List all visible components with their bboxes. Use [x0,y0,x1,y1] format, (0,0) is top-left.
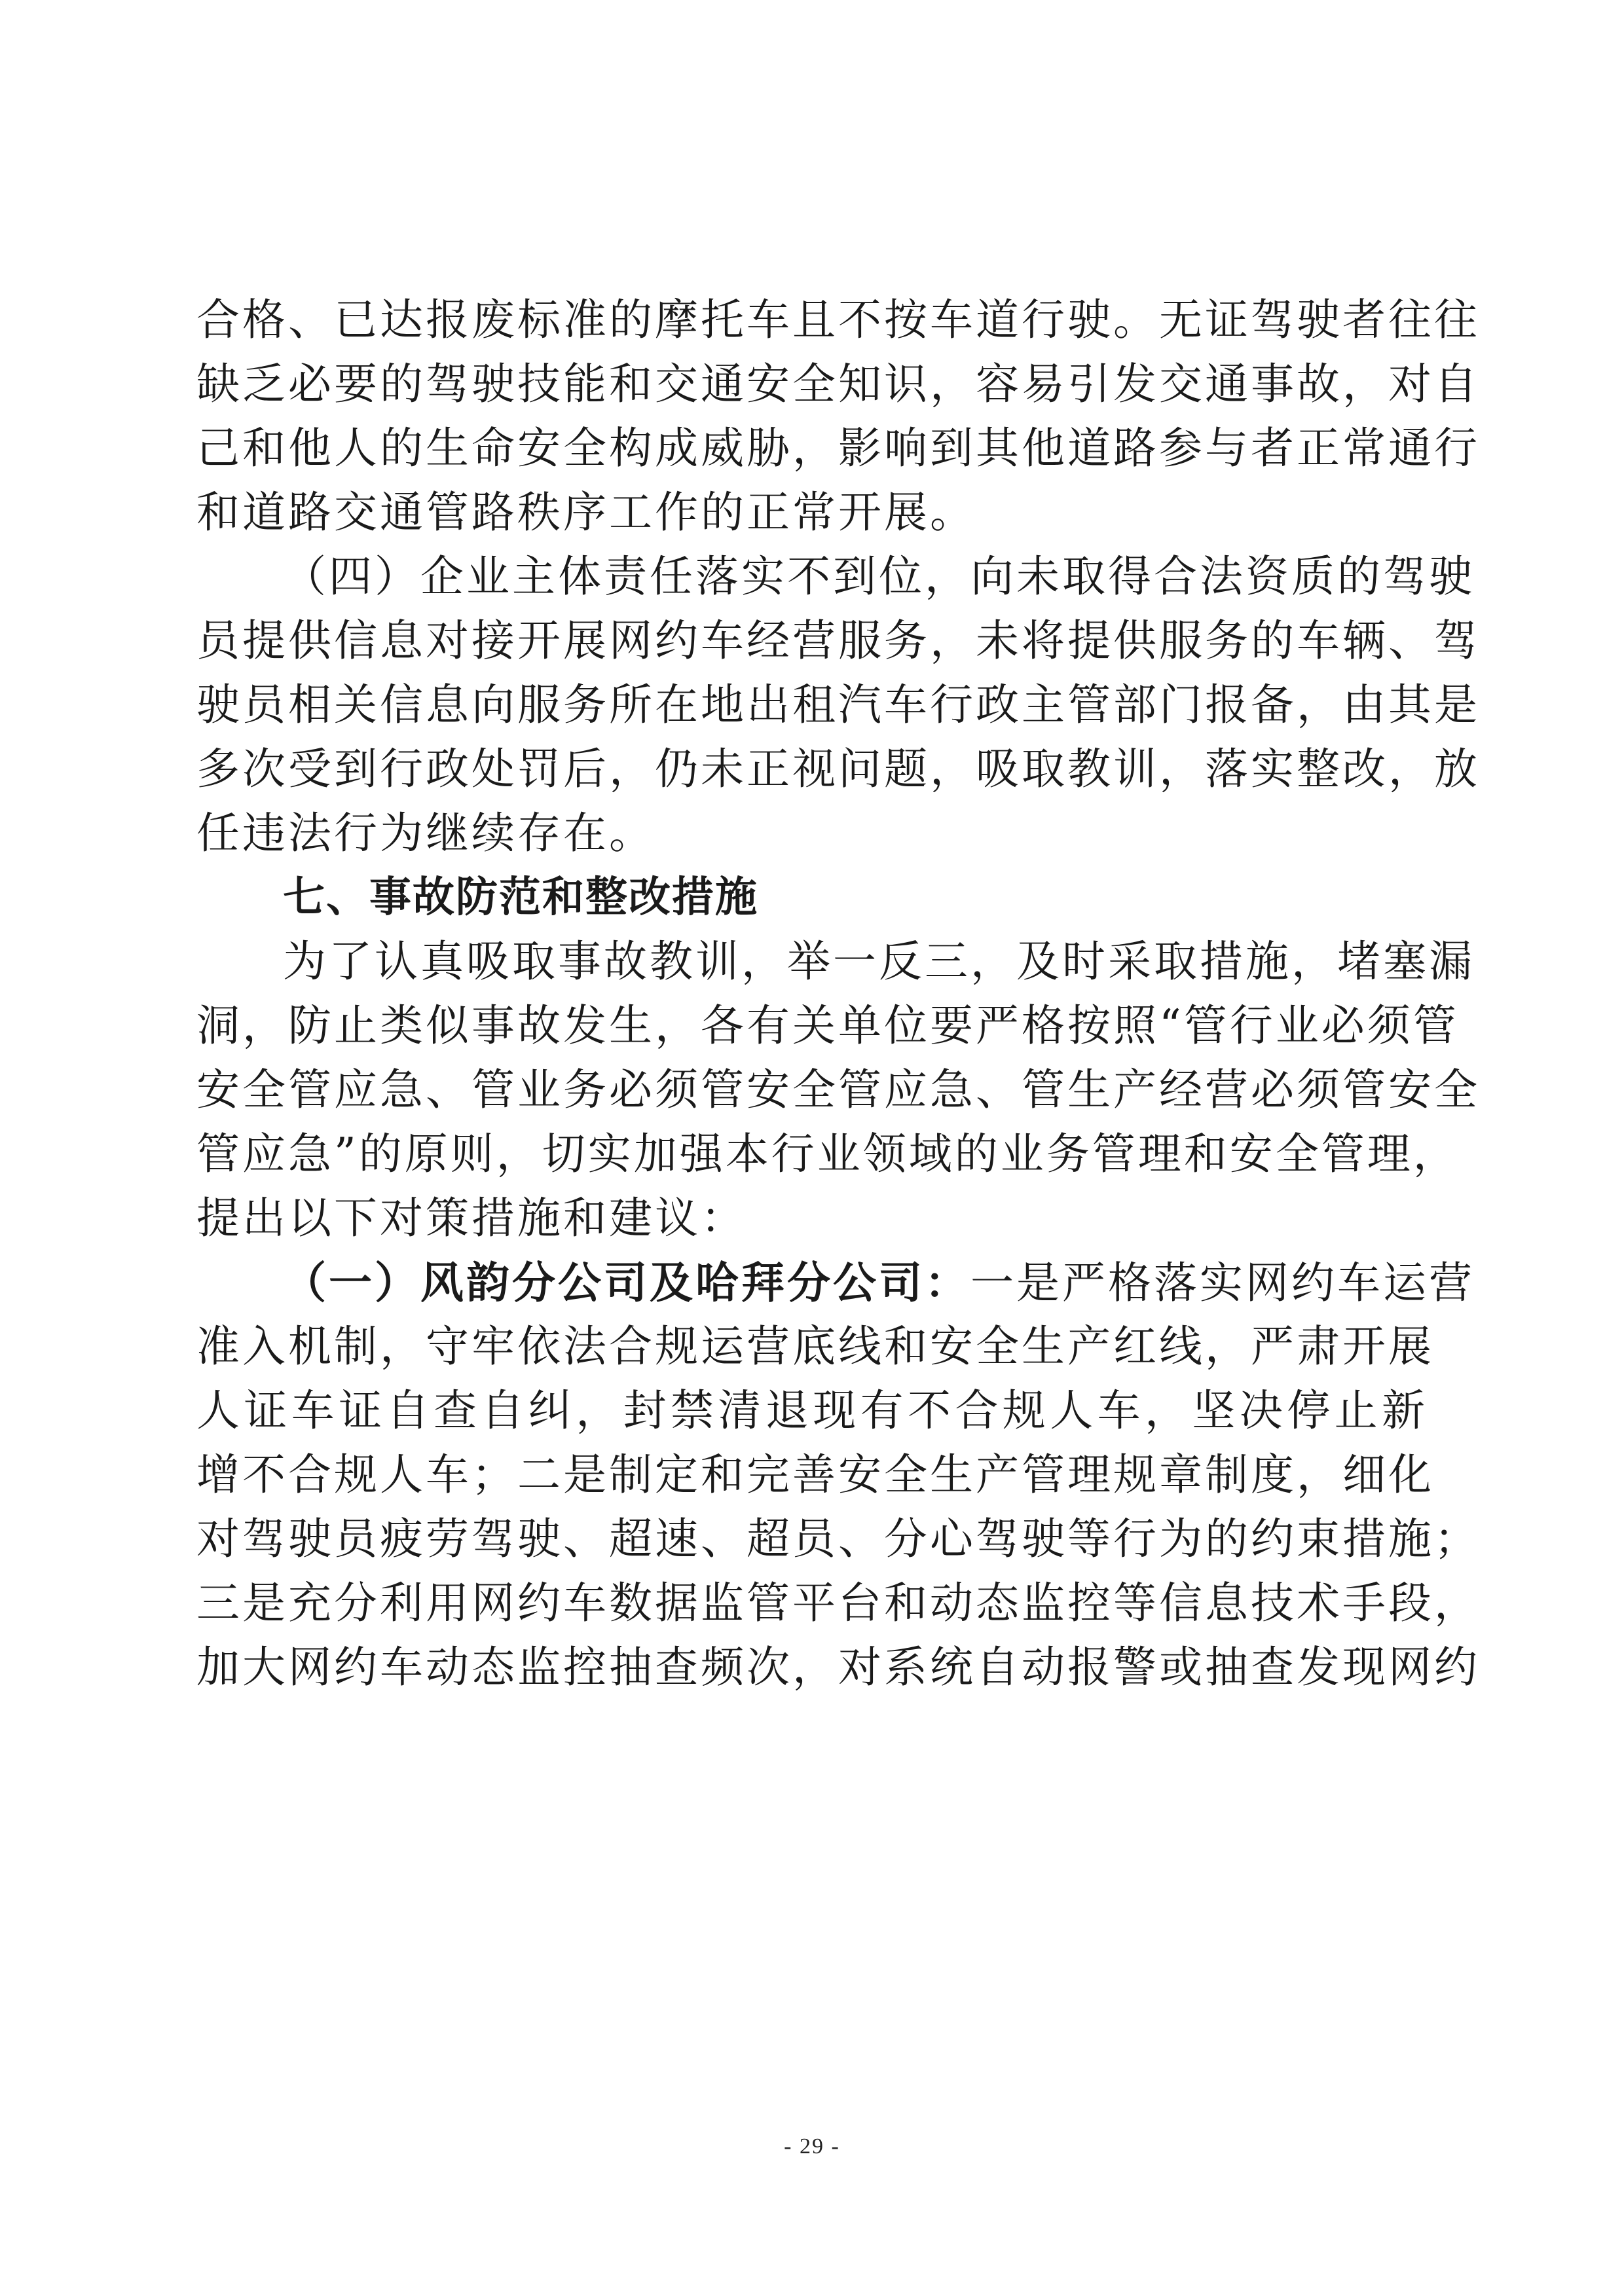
paragraph-line: 人证车证自查自纠，封禁清退现有不合规人车，坚决停止新 [196,1385,1428,1436]
paragraph-line: 管应急”的原则，切实加强本行业领域的业务管理和安全管理， [196,1129,1459,1179]
paragraph-line: 合格、已达报废标准的摩托车且不按车道行驶。无证驾驶者往往 [196,295,1480,345]
paragraph-line: 安全管应急、管业务必须管安全管应急、管生产经营必须管安全 [196,1065,1480,1115]
section-heading: 七、事故防范和整改措施 [283,873,758,922]
paragraph-line: 员提供信息对接开展网约车经营服务，未将提供服务的车辆、驾 [196,615,1480,666]
paragraph-line: 任违法行为继续存在。 [196,808,655,858]
paragraph-line-with-bold-lead [196,1250,1475,1315]
paragraph-line: 提出以下对策措施和建议： [196,1193,747,1243]
subsection-lead: （一）风韵分公司及哈拜分公司： [283,1257,970,1308]
page-number: - 29 - [784,2134,840,2159]
paragraph-line: 加大网约车动态监控抽查频次，对系统自动报警或抽查发现网约 [196,1642,1480,1692]
paragraph-text: 一是严格落实网约车运营 [970,1258,1475,1308]
paragraph-line: 己和他人的生命安全构成威胁，影响到其他道路参与者正常通行 [196,423,1480,473]
paragraph-line: 驶员相关信息向服务所在地出租汽车行政主管部门报备，由其是 [196,680,1480,730]
paragraph-line: 准入机制，守牢依法合规运营底线和安全生产红线，严肃开展 [196,1321,1434,1372]
paragraph-line: 和道路交通管路秩序工作的正常开展。 [196,487,976,538]
paragraph-line: 缺乏必要的驾驶技能和交通安全知识，容易引发交通事故，对自 [196,359,1480,409]
paragraph-line: 三是充分利用网约车数据监管平台和动态监控等信息技术手段， [196,1578,1480,1628]
paragraph-line: 多次受到行政处罚后，仍未正视问题，吸取教训，落实整改，放 [196,744,1480,794]
document-body [196,288,1480,1700]
paragraph-line: 为了认真吸取事故教训，举一反三，及时采取措施，堵塞漏 [283,936,1475,987]
paragraph-line: 增不合规人车；二是制定和完善安全生产管理规章制度，细化 [196,1449,1434,1500]
paragraph-line: （四）企业主体责任落实不到位，向未取得合法资质的驾驶 [283,551,1475,602]
paragraph-line: 对驾驶员疲劳驾驶、超速、超员、分心驾驶等行为的约束措施； [196,1514,1480,1564]
paragraph-line: 洞，防止类似事故发生，各有关单位要严格按照“管行业必须管 [196,1000,1459,1051]
